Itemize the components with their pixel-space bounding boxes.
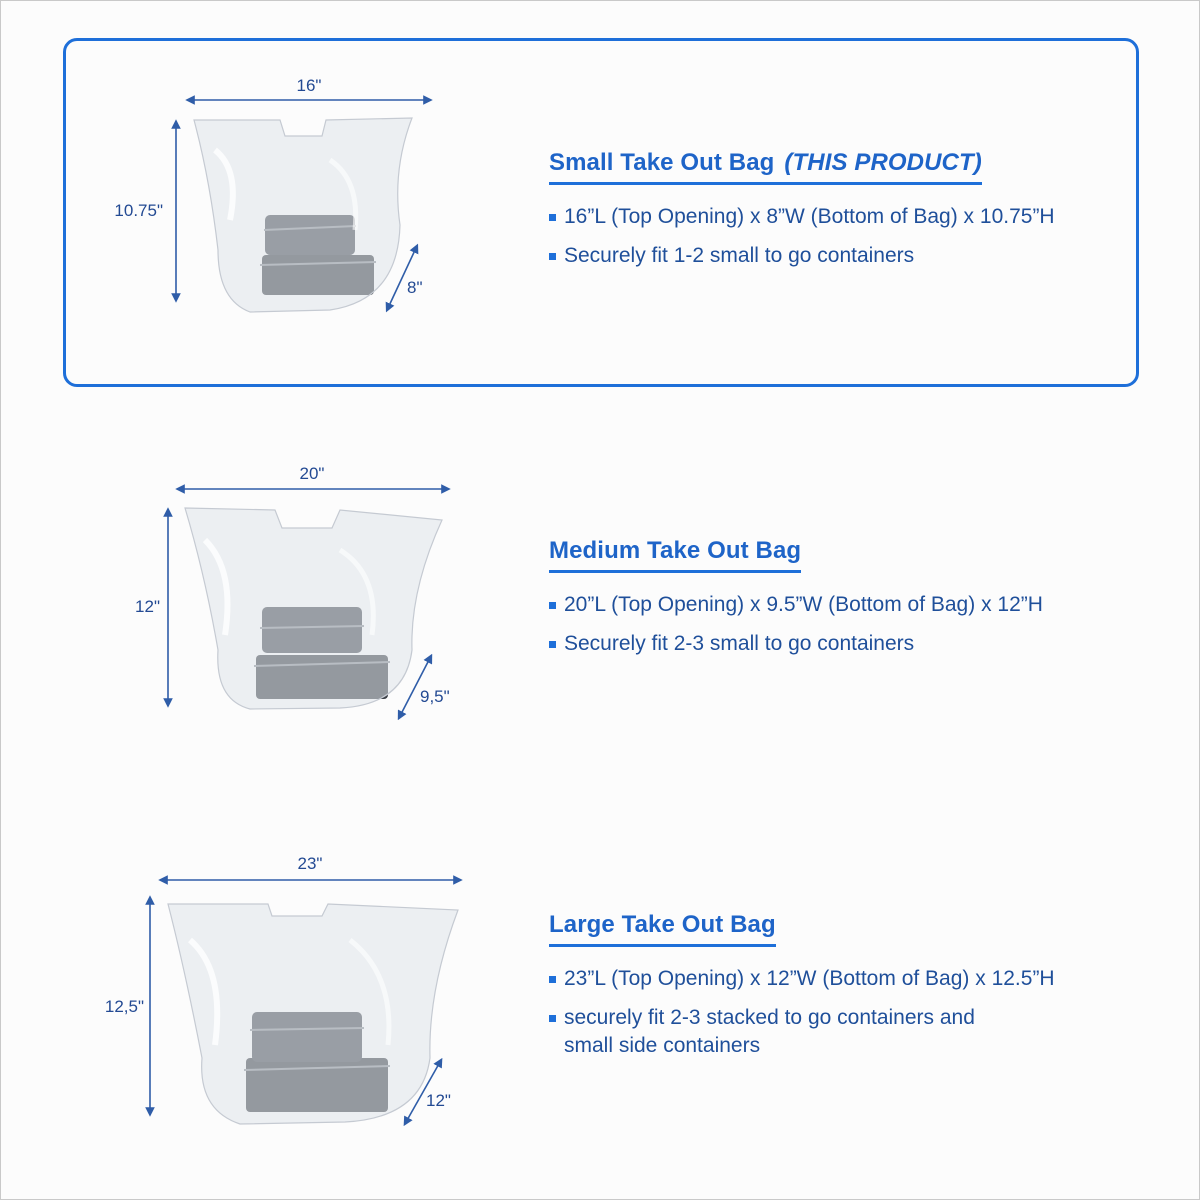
spec-dimensions: 23”L (Top Opening) x 12”W (Bottom of Bag) x 12.5”H (549, 965, 1055, 993)
length-label: 23" (297, 854, 323, 873)
spec-list (549, 203, 1055, 270)
bag-illustration-small (0, 0, 500, 400)
product-name: Small Take Out Bag (549, 149, 775, 176)
spec-dimensions: 20”L (Top Opening) x 9.5”W (Bottom of Bag) x 12”H (549, 591, 1043, 619)
product-small (0, 0, 1200, 400)
width-label: 8" (407, 278, 423, 297)
width-label: 12" (426, 1091, 451, 1110)
length-label: 20" (299, 464, 325, 483)
spec-capacity: Securely fit 1-2 small to go containers (549, 242, 1055, 270)
width-label: 9,5" (420, 687, 450, 706)
spec-capacity: Securely fit 2-3 small to go containers (549, 630, 1043, 658)
product-medium (0, 400, 1200, 800)
height-label: 12" (135, 597, 160, 616)
product-title (549, 149, 982, 185)
product-info (549, 149, 1055, 281)
bag-shape (168, 904, 458, 1124)
height-label: 12,5" (104, 997, 144, 1016)
spec-dimensions: 16”L (Top Opening) x 8”W (Bottom of Bag) x 10.75”H (549, 203, 1055, 231)
product-info (549, 911, 1055, 1071)
product-info (549, 537, 1043, 669)
spec-list (549, 591, 1043, 658)
bag-illustration-large (0, 800, 500, 1200)
spec-capacity: securely fit 2-3 stacked to go containers and small side containers (549, 1004, 1024, 1060)
this-product-tag: (THIS PRODUCT) (784, 149, 982, 176)
height-label: 10.75" (114, 201, 163, 220)
bag-shape (194, 118, 412, 312)
bag-illustration-medium (0, 400, 500, 800)
product-title: Large Take Out Bag (549, 911, 776, 947)
product-large (0, 800, 1200, 1200)
spec-list (549, 965, 1055, 1060)
bag-shape (185, 508, 442, 709)
product-title: Medium Take Out Bag (549, 537, 801, 573)
length-label: 16" (296, 76, 322, 95)
